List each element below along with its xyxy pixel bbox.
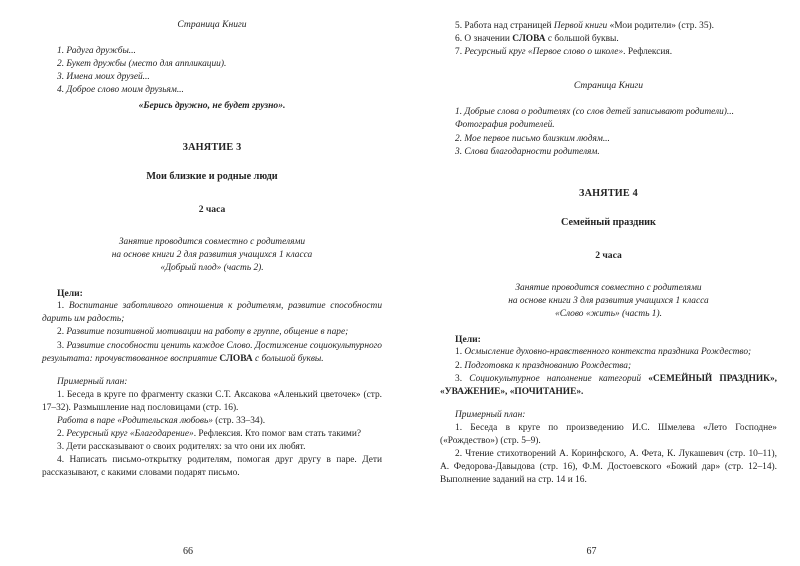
goal-number: 2. — [57, 327, 65, 338]
plan-item — [440, 422, 777, 448]
goals-label-left: Цели: — [57, 288, 83, 300]
goal-number: 1. — [455, 347, 463, 358]
lesson-label-right: ЗАНЯТИЕ 4 — [579, 187, 638, 199]
lesson-note-line: на основе книги 2 для развития учащихся 1 класса — [111, 249, 313, 260]
plan-run: 7. — [455, 47, 465, 58]
plan-run: Первой книги — [553, 21, 608, 31]
plan-run: Ресурсный круг «Благодарение» — [66, 429, 194, 440]
plan-item — [440, 33, 777, 46]
goal-number: 2. — [455, 360, 463, 371]
goal-item — [42, 326, 382, 339]
plan-run: 4. Написать письмо-открытку родителям, помогая друг другу в паре. Дети рассказывают, с какими словами подарят письмо. — [42, 455, 382, 479]
page-number-right: 67 — [586, 546, 597, 557]
book-page-item: 2. Букет дружбы (место для аппликации). — [57, 59, 227, 70]
plan-run: с большой буквы. — [545, 34, 619, 45]
plan-run: 2. Чтение стихотворений А. Коринфского, А. Фета, К. Лукашевич (стр. 10–11), А. Федорова-Давыдова (стр. 16), Ф.М. Достоевского «Божий дар» (стр. 12–14). Выполнение заданий на стр. 14 и 16. — [440, 449, 777, 486]
lesson-note-line: Занятие проводится совместно с родителями — [515, 283, 702, 294]
plan-run: Работа в паре «Родительская любовь» — [57, 415, 213, 426]
lesson-note-line: Занятие проводится совместно с родителями — [118, 236, 306, 247]
page-number-left: 66 — [183, 546, 193, 557]
book-page-item: 1. Добрые слова о родителях (со слов детей записывают родители)... — [455, 107, 734, 118]
book-page-item: 4. Доброе слово моим друзьям... — [57, 85, 184, 96]
goal-text-after: с большой буквы. — [252, 353, 324, 364]
goal-item — [440, 373, 777, 399]
book-page-item: 3. Слова благодарности родителям. — [455, 146, 600, 157]
goal-number: 3. — [455, 373, 463, 384]
plan-item — [42, 389, 382, 415]
book-page-item: 3. Имена моих друзей... — [57, 72, 150, 83]
plan-run: (стр. 33–34). — [212, 415, 266, 426]
plan-item — [42, 441, 382, 454]
lesson-note-right — [440, 282, 777, 321]
plan-run: Ресурсный круг «Первое слово о школе» — [464, 47, 624, 58]
plan-item — [42, 428, 382, 441]
goal-text-before: Развитие способности ценить каждое Слово. Достижение социокультурного результата: прочувствованное восприятие — [42, 340, 382, 364]
goal-text: Развитие позитивной мотивации на работу в группе, общение в паре; — [66, 327, 349, 338]
lesson-label-left: ЗАНЯТИЕ 3 — [182, 141, 242, 153]
page-right-body — [440, 14, 777, 487]
page-right — [400, 0, 800, 566]
plan-label-left: Примерный план: — [57, 376, 128, 387]
plan-run: 2. — [57, 429, 67, 440]
lesson-note-line: «Слово «жить» (часть 1). — [555, 309, 662, 320]
goal-text: Воспитание заботливого отношения к родителям, развитие способности дарить им радость; — [42, 301, 383, 325]
goal-item — [42, 300, 382, 326]
lesson-hours-right: 2 часа — [595, 249, 622, 261]
lesson-hours-left: 2 часа — [198, 203, 226, 215]
plan-run: 5. Работа над страницей — [455, 21, 554, 31]
lesson-note-line: «Добрый плод» (часть 2). — [160, 263, 264, 274]
goal-text: Осмысление духовно-нравственного контекста праздника Рождество; — [464, 347, 752, 358]
goal-number: 1. — [57, 301, 65, 312]
book-page-item: 1. Радуга дружбы... — [57, 46, 136, 57]
lesson-note-left — [42, 236, 382, 275]
lesson-note-line: на основе книги 3 для развития учащихся 1 класса — [508, 296, 709, 307]
page-left-body — [42, 14, 382, 480]
plan-label-right: Примерный план: — [455, 409, 526, 420]
book-page-heading-left: Страница Книги — [177, 19, 247, 30]
goal-emphasis: «СЕМЕЙНЫЙ ПРАЗДНИК», «УВАЖЕНИЕ», «ПОЧИТАНИЕ». — [440, 373, 777, 397]
book-page-item: 2. Мое первое письмо близким людям... — [455, 133, 610, 144]
plan-emphasis: СЛОВА — [512, 34, 546, 45]
goal-item — [440, 346, 777, 359]
book-page-item: Фотография родителей. — [455, 120, 555, 131]
plan-run: . Рефлексия. Кто помог вам стать такими? — [193, 429, 362, 440]
plan-item — [440, 46, 777, 59]
plan-item — [42, 454, 382, 480]
proverb-left: «Берись дружно, не будет грузно». — [138, 100, 286, 112]
plan-run: 1. Беседа в круге по произведению И.С. Шмелева «Лето Господне» («Рождество») (стр. 5–9). — [440, 422, 777, 446]
goal-item — [42, 340, 382, 366]
goal-number: 3. — [57, 340, 65, 351]
lesson-title-right: Семейный праздник — [561, 216, 656, 228]
plan-item — [440, 20, 777, 33]
plan-run: «Мои родители» (стр. 35). — [607, 21, 715, 31]
book-page-heading-right: Страница Книги — [573, 80, 644, 92]
plan-run: 3. Дети рассказывают о своих родителях: за что они их любят. — [57, 442, 306, 453]
plan-run: . Рефлексия. — [623, 47, 673, 58]
goals-label-right: Цели: — [455, 334, 481, 346]
goal-emphasis: СЛОВА — [219, 353, 253, 364]
plan-item — [440, 448, 777, 487]
goal-text: Подготовка к празднованию Рождества; — [464, 360, 632, 371]
goal-text-before: Социокультурное наполнение категорий — [469, 373, 649, 384]
plan-run: 6. О значении — [455, 34, 513, 45]
goal-item — [440, 360, 777, 373]
lesson-title-left: Мои близкие и родные люди — [146, 170, 278, 182]
plan-item — [42, 415, 382, 428]
plan-run: 1. Беседа в круге по фрагменту сказки С.Т. Аксакова «Аленький цветочек» (стр. 17–32). Размышление над пословицами (стр. 16). — [42, 389, 382, 413]
